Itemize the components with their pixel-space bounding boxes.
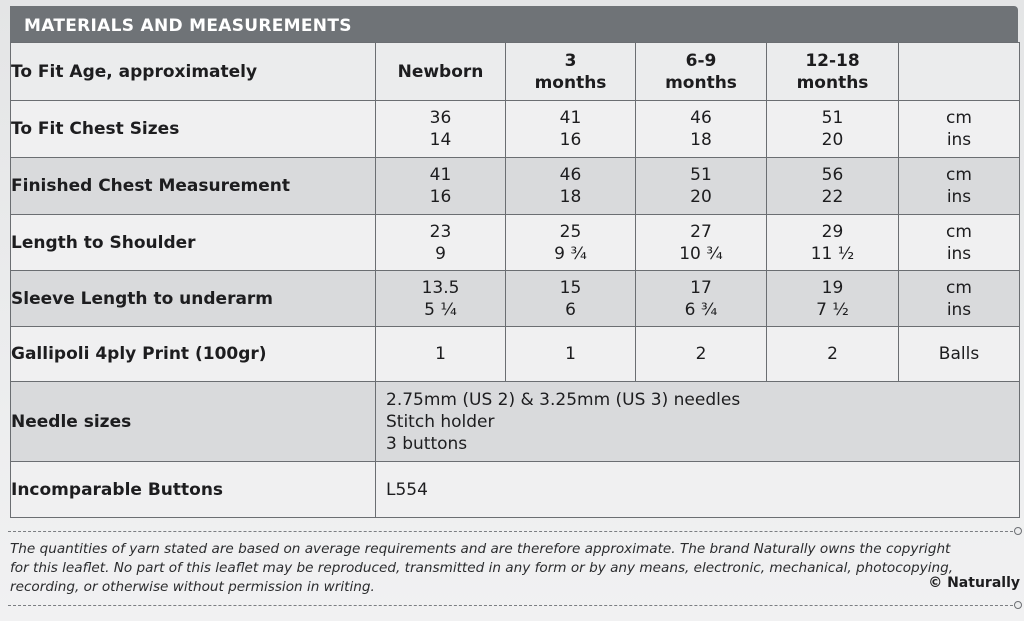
value-cell: 1 — [376, 327, 506, 382]
unit-cell: cm ins — [899, 101, 1020, 158]
value-cell: 2 — [636, 327, 767, 382]
table-header-row — [11, 43, 1020, 101]
value-cell: 17 6 ¾ — [636, 271, 767, 327]
value-cell: 23 9 — [376, 215, 506, 271]
row-label: Needle sizes — [11, 382, 376, 462]
value-cell: 46 18 — [636, 101, 767, 158]
row-label: Incomparable Buttons — [11, 462, 376, 518]
row-label: Gallipoli 4ply Print (100gr) — [11, 327, 376, 382]
size-header-newborn: Newborn — [376, 43, 506, 101]
value-cell: 41 16 — [506, 101, 636, 158]
table-row-chest-sizes — [11, 101, 1020, 158]
value-cell: 29 11 ½ — [767, 215, 899, 271]
value-cell: 51 20 — [767, 101, 899, 158]
row-label: Sleeve Length to underarm — [11, 271, 376, 327]
row-label: Length to Shoulder — [11, 215, 376, 271]
divider-end-mark — [1014, 527, 1022, 535]
value-cell: 46 18 — [506, 158, 636, 215]
value-cell: 1 — [506, 327, 636, 382]
value-cell: 2 — [767, 327, 899, 382]
value-cell: 27 10 ¾ — [636, 215, 767, 271]
value-cell: 41 16 — [376, 158, 506, 215]
unit-cell: cm ins — [899, 271, 1020, 327]
section-banner — [10, 6, 1018, 42]
size-header-6-9-months: 6-9 months — [636, 43, 767, 101]
table-row-finished-chest — [11, 158, 1020, 215]
table-row-sleeve-length — [11, 271, 1020, 327]
footer-divider-top — [8, 531, 1018, 532]
value-cell: 15 6 — [506, 271, 636, 327]
unit-cell: cm ins — [899, 158, 1020, 215]
needles-details: 2.75mm (US 2) & 3.25mm (US 3) needles Stitch holder 3 buttons — [376, 382, 1020, 462]
unit-header — [899, 43, 1020, 101]
value-cell: 36 14 — [376, 101, 506, 158]
table-row-needles — [11, 382, 1020, 462]
copyright-notice: The quantities of yarn stated are based on average requirements and are therefore approximate. The brand Naturally owns the copyright for this leaflet. No part of this leaflet may be reproduced, transmitted in any form or by any means, electronic, mechanical, photocopying, recording, or otherwise without permission in writing. — [10, 541, 954, 595]
buttons-code: L554 — [376, 462, 1020, 518]
size-header-3-months: 3 months — [506, 43, 636, 101]
unit-cell: Balls — [899, 327, 1020, 382]
value-cell: 19 7 ½ — [767, 271, 899, 327]
row-label: To Fit Chest Sizes — [11, 101, 376, 158]
measurements-table — [10, 42, 1020, 518]
row-label: Finished Chest Measurement — [11, 158, 376, 215]
unit-cell: cm ins — [899, 215, 1020, 271]
value-cell: 13.5 5 ¼ — [376, 271, 506, 327]
value-cell: 56 22 — [767, 158, 899, 215]
brand-copyright: © Naturally — [928, 575, 1020, 591]
value-cell: 51 20 — [636, 158, 767, 215]
section-title: MATERIALS AND MEASUREMENTS — [24, 16, 352, 36]
table-row-buttons — [11, 462, 1020, 518]
age-header-label: To Fit Age, approximately — [11, 43, 376, 101]
value-cell: 25 9 ¾ — [506, 215, 636, 271]
divider-end-mark — [1014, 601, 1022, 609]
footer-divider-bottom — [8, 605, 1018, 606]
table-row-yarn — [11, 327, 1020, 382]
size-header-12-18-months: 12-18 months — [767, 43, 899, 101]
table-row-length-shoulder — [11, 215, 1020, 271]
